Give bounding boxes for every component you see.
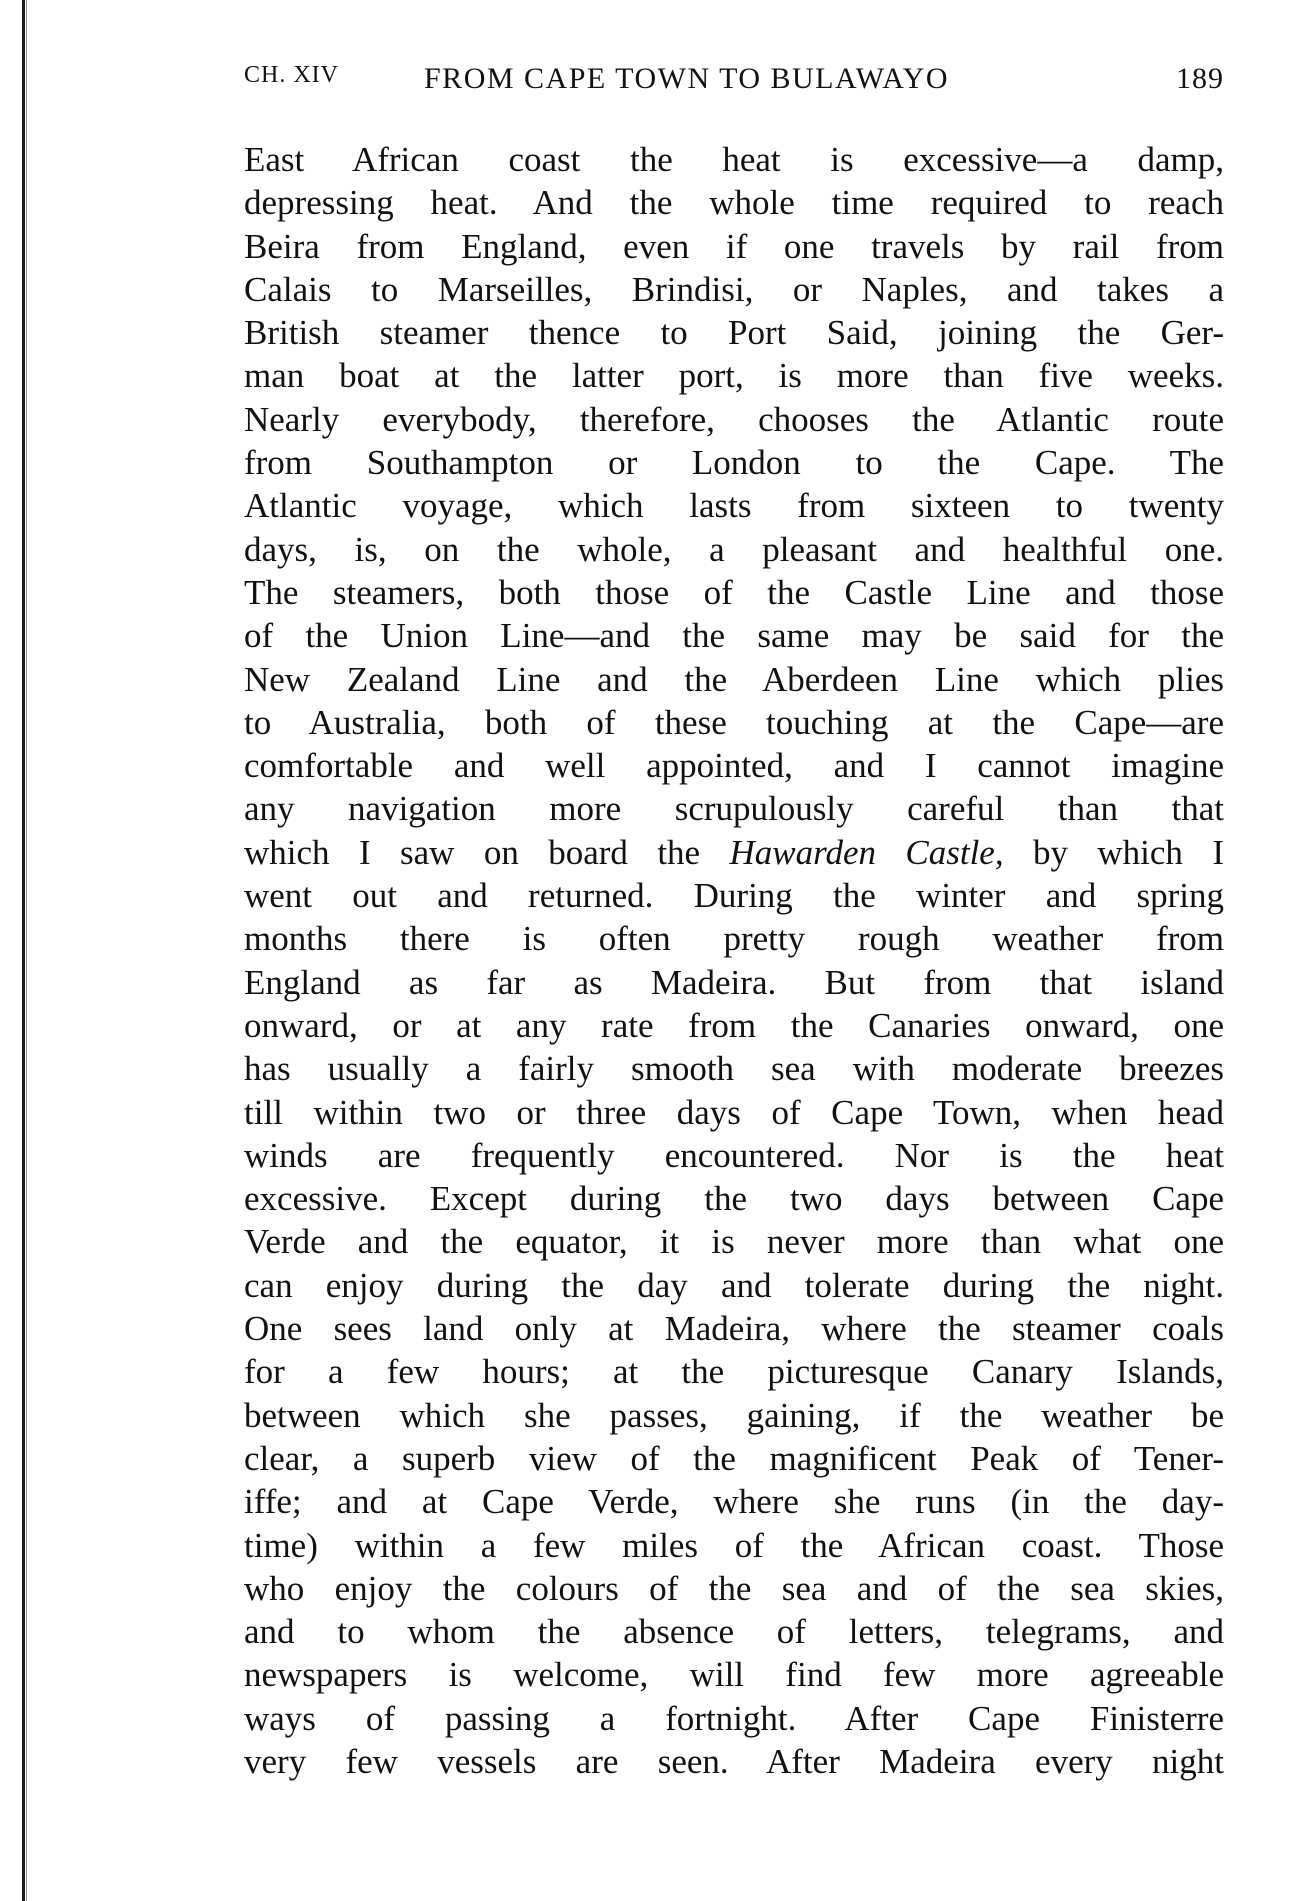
text-line: winds are frequently encountered. Nor is the heat bbox=[244, 1135, 1224, 1175]
text-line: The steamers, both those of the Castle Line and those bbox=[244, 572, 1224, 612]
text-line: months there is often pretty rough weather from bbox=[244, 919, 1224, 959]
text-line: any navigation more scrupulously careful than that bbox=[244, 789, 1224, 829]
text-line: from Southampton or London to the Cape. The bbox=[244, 443, 1224, 483]
text-line: Beira from England, even if one travels by rail from bbox=[244, 226, 1224, 266]
text-line: has usually a fairly smooth sea with moderate breezes bbox=[244, 1049, 1224, 1089]
text-line: very few vessels are seen. After Madeira every night bbox=[244, 1741, 1224, 1781]
text-line: Verde and the equator, it is never more than what one bbox=[244, 1222, 1224, 1262]
ship-name-italic: Hawarden Castle, bbox=[729, 832, 1004, 872]
text-line: Atlantic voyage, which lasts from sixteen to twenty bbox=[244, 486, 1224, 526]
chapter-label: CH. XIV bbox=[244, 62, 339, 88]
text-line: of the Union Line—and the same may be said for the bbox=[244, 616, 1224, 656]
text-line: man boat at the latter port, is more than five weeks. bbox=[244, 356, 1224, 396]
text-line: depressing heat. And the whole time required to reach bbox=[244, 183, 1224, 223]
page-number: 189 bbox=[1176, 62, 1224, 95]
text-line: ways of passing a fortnight. After Cape Finisterre bbox=[244, 1698, 1224, 1738]
text-line: onward, or at any rate from the Canaries onward, one bbox=[244, 1005, 1224, 1045]
text-line: who enjoy the colours of the sea and of the sea skies, bbox=[244, 1568, 1224, 1608]
text-line: till within two or three days of Cape Town, when head bbox=[244, 1092, 1224, 1132]
text-line: days, is, on the whole, a pleasant and healthful one. bbox=[244, 529, 1224, 569]
text-line: England as far as Madeira. But from that island bbox=[244, 962, 1224, 1002]
text-line: can enjoy during the day and tolerate during the night. bbox=[244, 1265, 1224, 1305]
text-line: Calais to Marseilles, Brindisi, or Naples, and takes a bbox=[244, 269, 1224, 309]
text-line: Nearly everybody, therefore, chooses the Atlantic route bbox=[244, 399, 1224, 439]
text-line: between which she passes, gaining, if the weather be bbox=[244, 1395, 1224, 1435]
text-line: time) within a few miles of the African coast. Those bbox=[244, 1525, 1224, 1565]
body-text bbox=[244, 138, 1224, 1783]
text-line bbox=[244, 831, 1224, 874]
text-line: East African coast the heat is excessive—a damp, bbox=[244, 140, 1224, 179]
text-line: British steamer thence to Port Said, joining the Ger- bbox=[244, 313, 1224, 353]
text-line: One sees land only at Madeira, where the steamer coals bbox=[244, 1309, 1224, 1349]
text-line: excessive. Except during the two days between Cape bbox=[244, 1179, 1224, 1219]
page-binding-edge bbox=[22, 0, 25, 1901]
text-line: for a few hours; at the picturesque Canary Islands, bbox=[244, 1352, 1224, 1392]
running-title: FROM CAPE TOWN TO BULAWAYO bbox=[424, 62, 950, 95]
text-line: New Zealand Line and the Aberdeen Line which plies bbox=[244, 659, 1224, 699]
running-header bbox=[244, 62, 1224, 102]
text-line: comfortable and well appointed, and I cannot imagine bbox=[244, 746, 1224, 786]
text-line: clear, a superb view of the magnificent Peak of Tener- bbox=[244, 1438, 1224, 1478]
text-line: iffe; and at Cape Verde, where she runs (in the day- bbox=[244, 1482, 1224, 1522]
text-line-segment: which I saw on board the bbox=[244, 832, 730, 872]
text-line: and to whom the absence of letters, telegrams, and bbox=[244, 1612, 1224, 1652]
text-line: to Australia, both of these touching at the Cape—are bbox=[244, 702, 1224, 742]
text-line: newspapers is welcome, will find few more agreeable bbox=[244, 1655, 1224, 1695]
page-binding-shadow bbox=[26, 0, 27, 1901]
text-line-segment: by which I bbox=[1003, 832, 1224, 872]
text-line: went out and returned. During the winter and spring bbox=[244, 876, 1224, 916]
